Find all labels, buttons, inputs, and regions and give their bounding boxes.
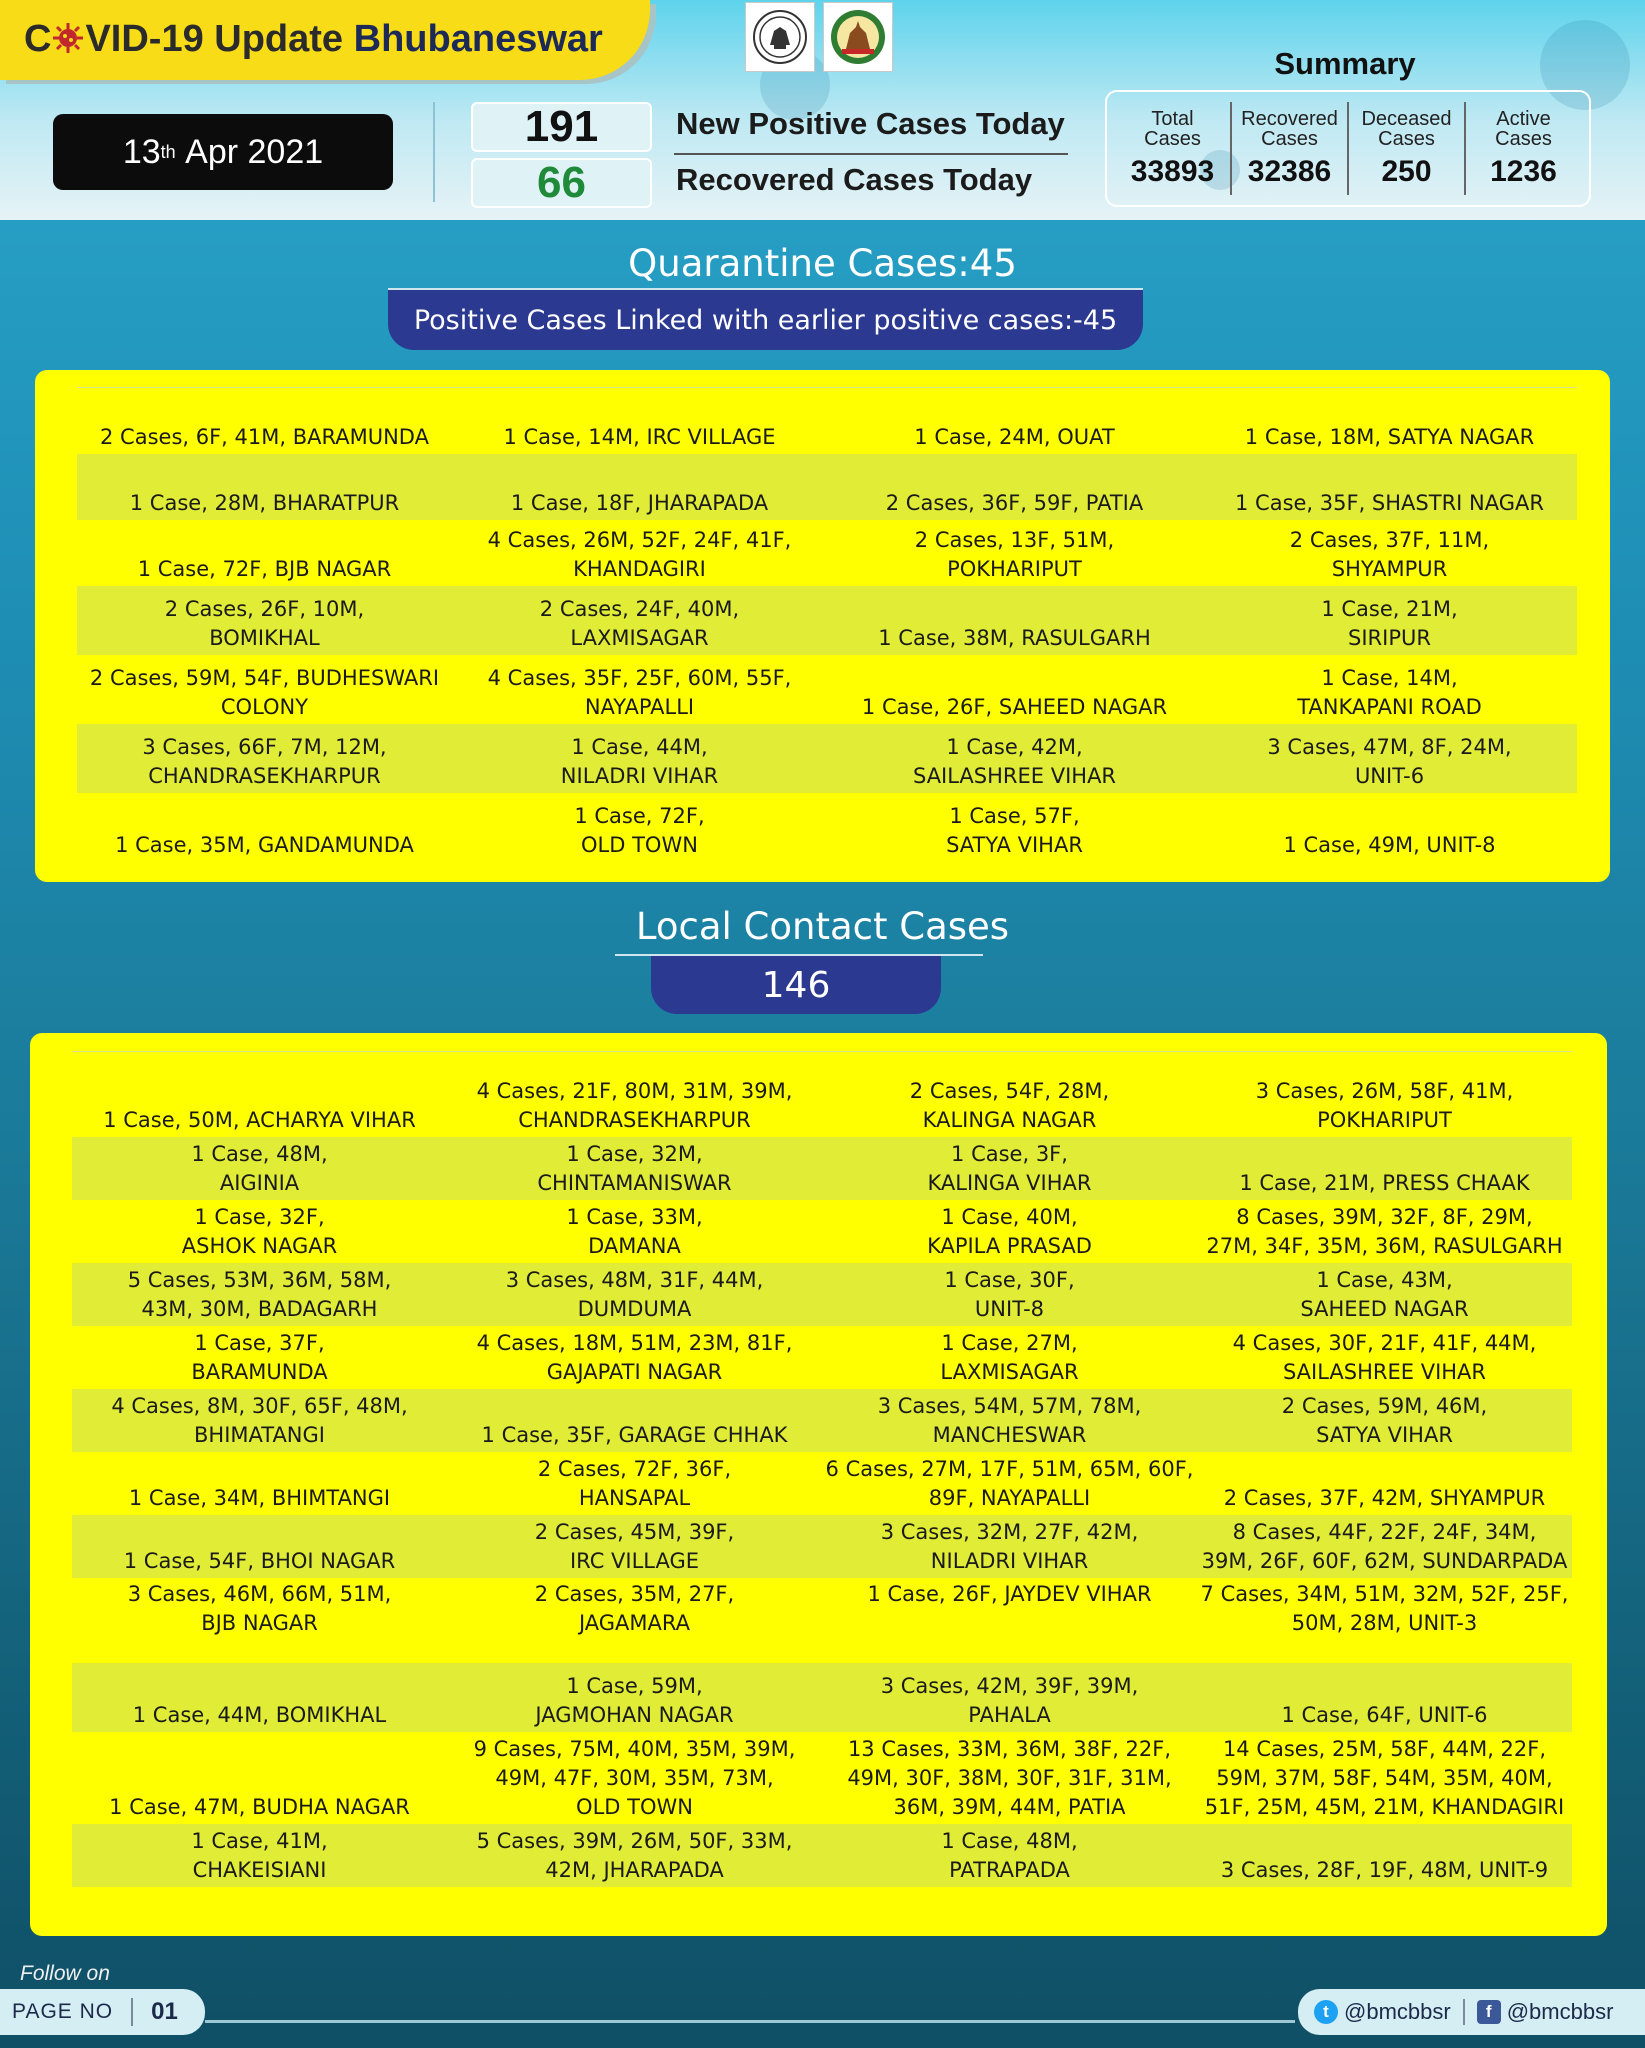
table-cell: 3 Cases, 47M, 8F, 24M, UNIT-6 [1267, 735, 1512, 788]
table-row [77, 655, 1577, 724]
table-cell: 2 Cases, 54F, 28M, KALINGA NAGAR [909, 1079, 1110, 1132]
facebook-handle[interactable]: @bmcbbsr [1506, 1999, 1614, 2024]
covid-virus-icon [51, 21, 85, 55]
quarantine-title: Quarantine Cases:45 [628, 242, 1017, 285]
summary-deceased [1349, 102, 1466, 195]
summary-label: Total [1151, 107, 1194, 130]
table-cell: 1 Case, 38M, RASULGARH [878, 626, 1151, 650]
table-cell: 1 Case, 43M, SAHEED NAGAR [1300, 1268, 1469, 1321]
table-cell: 2 Cases, 37F, 42M, SHYAMPUR [1223, 1486, 1546, 1510]
summary-total [1115, 102, 1232, 195]
table-cell: 1 Case, 26F, SAHEED NAGAR [861, 695, 1168, 719]
table-cell: 2 Cases, 59M, 46M, SATYA VIHAR [1281, 1394, 1488, 1447]
local-contact-title: Local Contact Cases [635, 905, 1010, 948]
page-indicator [0, 1989, 205, 2035]
table-cell: 1 Case, 42M, SAILASHREE VIHAR [912, 735, 1117, 788]
table-cell: 2 Cases, 36F, 59F, PATIA [885, 491, 1144, 515]
table-row [72, 1663, 1572, 1732]
table-cell: 2 Cases, 13F, 51M, POKHARIPUT [914, 528, 1115, 581]
table-cell: 9 Cases, 75M, 40M, 35M, 39M, 49M, 47F, 30M, 35M, 73M, OLD TOWN [473, 1737, 796, 1819]
table-cell: 1 Case, 35M, GANDAMUNDA [115, 833, 414, 857]
table-cell: 1 Case, 59M, JAGMOHAN NAGAR [535, 1674, 734, 1727]
bmc-logo [823, 2, 893, 72]
table-cell: 1 Case, 57F, SATYA VIHAR [946, 804, 1083, 857]
table-row [72, 1137, 1572, 1200]
caption-divider [674, 153, 1068, 155]
header-divider [433, 102, 435, 202]
table-cell: 3 Cases, 28F, 19F, 48M, UNIT-9 [1220, 1858, 1549, 1882]
table-cell: 8 Cases, 44F, 22F, 24F, 34M, 39M, 26F, 60F, 62M, SUNDARPADA [1201, 1520, 1568, 1573]
quarantine-subtitle: Positive Cases Linked with earlier positive cases:-45 [388, 290, 1143, 350]
table-row [77, 586, 1577, 655]
summary-title: Summary [1274, 46, 1416, 81]
quarantine-table-panel [35, 370, 1610, 882]
table-cell: 1 Case, 27M, LAXMISAGAR [940, 1331, 1079, 1384]
local-contact-count: 146 [651, 956, 941, 1014]
header [0, 0, 1645, 220]
table-cell: 14 Cases, 25M, 58F, 44M, 22F, 59M, 37M, 58F, 54M, 35M, 40M, 51F, 25M, 45M, 21M, KHANDAGIRI [1204, 1737, 1565, 1819]
table-cell: 1 Case, 18M, SATYA NAGAR [1244, 425, 1535, 449]
new-positive-label: New Positive Cases Today [676, 106, 1065, 141]
page-separator [131, 1998, 133, 2026]
table-row [72, 1824, 1572, 1887]
page-label: PAGE NO [12, 2000, 114, 2023]
summary-value: 33893 [1130, 154, 1215, 188]
table-cell: 4 Cases, 30F, 21F, 41F, 44M, SAILASHREE VIHAR [1232, 1331, 1537, 1384]
table-row [77, 454, 1577, 520]
table-cell: 1 Case, 34M, BHIMTANGI [128, 1486, 391, 1510]
table-cell: 6 Cases, 27M, 17F, 51M, 65M, 60F, 89F, NAYAPALLI [825, 1457, 1194, 1510]
new-positive-count: 191 [471, 102, 652, 152]
table-row [77, 520, 1577, 586]
table-cell: 3 Cases, 54M, 57M, 78M, MANCHESWAR [877, 1394, 1142, 1447]
summary-recovered [1232, 102, 1349, 195]
table-row [72, 1732, 1572, 1824]
summary-panel [1105, 90, 1591, 207]
table-cell: 1 Case, 21M, PRESS CHAAK [1239, 1171, 1530, 1195]
summary-value: 1236 [1490, 154, 1557, 188]
table-cell: 3 Cases, 26M, 58F, 41M, POKHARIPUT [1255, 1079, 1514, 1132]
table-cell: 8 Cases, 39M, 32F, 8F, 29M, 27M, 34F, 35M, 36M, RASULGARH [1206, 1205, 1563, 1258]
summary-label: Recovered [1241, 107, 1338, 130]
table-cell: 7 Cases, 34M, 51M, 32M, 52F, 25F, 50M, 28M, UNIT-3 [1200, 1582, 1569, 1635]
table-cell: 4 Cases, 26M, 52F, 24F, 41F, KHANDAGIRI [487, 528, 792, 581]
date-month-year: Apr 2021 [185, 132, 324, 171]
table-cell: 2 Cases, 72F, 36F, HANSAPAL [537, 1457, 732, 1510]
summary-label: Cases [1495, 127, 1552, 150]
table-cell: 1 Case, 32M, CHINTAMANISWAR [537, 1142, 732, 1195]
table-cell: 2 Cases, 26F, 10M, BOMIKHAL [164, 597, 365, 650]
table-row [77, 388, 1577, 454]
table-cell: 1 Case, 48M, AIGINIA [191, 1142, 328, 1195]
recovered-today-count: 66 [471, 158, 652, 208]
table-cell: 1 Case, 37F, BARAMUNDA [191, 1331, 328, 1384]
summary-active [1466, 102, 1581, 195]
table-cell: 4 Cases, 21F, 80M, 31M, 39M, CHANDRASEKHARPUR [476, 1079, 793, 1132]
summary-label: Cases [1261, 127, 1318, 150]
date-display [53, 114, 393, 190]
table-cell: 1 Case, 72F, OLD TOWN [574, 804, 705, 857]
quarantine-table [77, 387, 1577, 862]
table-cell: 1 Case, 14M, IRC VILLAGE [503, 425, 776, 449]
odisha-emblem-logo [745, 2, 815, 72]
table-row [72, 1515, 1572, 1578]
table-cell: 1 Case, 28M, BHARATPUR [129, 491, 400, 515]
table-cell: 5 Cases, 39M, 26M, 50F, 33M, 42M, JHARAPADA [476, 1829, 793, 1882]
summary-label: Deceased [1361, 107, 1452, 130]
table-row [72, 1052, 1572, 1137]
table-cell: 1 Case, 35F, SHASTRI NAGAR [1235, 491, 1544, 515]
twitter-icon[interactable]: t [1314, 2000, 1338, 2024]
footer-rule [205, 2020, 1295, 2023]
summary-value: 32386 [1247, 154, 1332, 188]
title-prefix: C [24, 18, 52, 60]
table-cell: 1 Case, 35F, GARAGE CHHAK [481, 1423, 788, 1447]
summary-value: 250 [1381, 154, 1432, 188]
table-cell: 1 Case, 18F, JHARAPADA [510, 491, 769, 515]
table-row [72, 1389, 1572, 1452]
summary-label: Cases [1144, 127, 1201, 150]
table-cell: 1 Case, 44M, BOMIKHAL [132, 1703, 387, 1727]
table-cell: 5 Cases, 53M, 36M, 58M, 43M, 30M, BADAGARH [127, 1268, 392, 1321]
recovered-today-label: Recovered Cases Today [676, 162, 1033, 197]
social-links [1298, 1989, 1645, 2035]
local-contact-table-panel [30, 1033, 1607, 1936]
table-row [72, 1263, 1572, 1326]
table-cell: 2 Cases, 35M, 27F, JAGAMARA [534, 1582, 735, 1635]
table-cell: 2 Cases, 45M, 39F, IRC VILLAGE [534, 1520, 735, 1573]
table-cell: 1 Case, 40M, KAPILA PRASAD [927, 1205, 1092, 1258]
table-cell: 1 Case, 30F, UNIT-8 [944, 1268, 1075, 1321]
table-row [77, 724, 1577, 793]
social-separator [1463, 1999, 1465, 2025]
table-cell: 1 Case, 44M, NILADRI VIHAR [560, 735, 719, 788]
table-cell: 1 Case, 32F, ASHOK NAGAR [181, 1205, 338, 1258]
summary-label: Active [1496, 107, 1551, 130]
facebook-icon[interactable]: f [1477, 2000, 1501, 2024]
table-cell: 1 Case, 72F, BJB NAGAR [137, 557, 392, 581]
table-cell: 1 Case, 41M, CHAKEISIANI [191, 1829, 328, 1882]
table-cell: 1 Case, 47M, BUDHA NAGAR [109, 1795, 410, 1819]
table-cell: 1 Case, 48M, PATRAPADA [941, 1829, 1078, 1882]
table-cell: 4 Cases, 8M, 30F, 65F, 48M, BHIMATANGI [111, 1394, 408, 1447]
follow-label: Follow on [20, 1962, 110, 1985]
table-cell: 4 Cases, 35F, 25F, 60M, 55F, NAYAPALLI [487, 666, 792, 719]
table-cell: 1 Case, 3F, KALINGA VIHAR [927, 1142, 1092, 1195]
local-contact-table [72, 1051, 1572, 1887]
page-title [24, 18, 603, 61]
title-main: VID-19 Update [85, 18, 344, 60]
table-cell: 3 Cases, 46M, 66M, 51M, BJB NAGAR [127, 1582, 392, 1635]
table-cell: 1 Case, 14M, TANKAPANI ROAD [1297, 666, 1482, 719]
title-city: Bhubaneswar [353, 18, 603, 60]
table-cell: 1 Case, 24M, OUAT [914, 425, 1115, 449]
table-row [72, 1326, 1572, 1389]
table-cell: 3 Cases, 42M, 39F, 39M, PAHALA [880, 1674, 1139, 1727]
date-suffix: th [160, 141, 176, 162]
table-row [72, 1200, 1572, 1263]
table-cell: 4 Cases, 18M, 51M, 23M, 81F, GAJAPATI NAGAR [476, 1331, 793, 1384]
title-banner [0, 0, 650, 80]
summary-label: Cases [1378, 127, 1435, 150]
table-cell: 2 Cases, 6F, 41M, BARAMUNDA [100, 425, 429, 449]
table-cell: 1 Case, 54F, BHOI NAGAR [123, 1549, 396, 1573]
table-cell: 1 Case, 26F, JAYDEV VIHAR [867, 1582, 1152, 1606]
table-cell: 3 Cases, 48M, 31F, 44M, DUMDUMA [505, 1268, 764, 1321]
twitter-handle[interactable]: @bmcbbsr [1344, 1999, 1451, 2024]
table-cell: 1 Case, 49M, UNIT-8 [1283, 833, 1496, 857]
page-number: 01 [151, 1998, 178, 2025]
table-cell: 1 Case, 64F, UNIT-6 [1281, 1703, 1488, 1727]
table-cell: 2 Cases, 37F, 11M, SHYAMPUR [1289, 528, 1490, 581]
table-row [72, 1578, 1572, 1663]
table-cell: 1 Case, 50M, ACHARYA VIHAR [103, 1108, 416, 1132]
table-cell: 1 Case, 21M, SIRIPUR [1321, 597, 1458, 650]
date-day: 13 [122, 132, 161, 171]
table-row [77, 793, 1577, 862]
table-cell: 3 Cases, 32M, 27F, 42M, NILADRI VIHAR [880, 1520, 1139, 1573]
table-cell: 3 Cases, 66F, 7M, 12M, CHANDRASEKHARPUR [142, 735, 387, 788]
table-cell: 1 Case, 33M, DAMANA [566, 1205, 703, 1258]
table-row [72, 1452, 1572, 1515]
table-cell: 13 Cases, 33M, 36M, 38F, 22F, 49M, 30F, 38M, 30F, 31F, 31M, 36M, 39M, 44M, PATIA [847, 1737, 1172, 1819]
table-cell: 2 Cases, 24F, 40M, LAXMISAGAR [539, 597, 740, 650]
table-cell: 2 Cases, 59M, 54F, BUDHESWARI COLONY [89, 666, 440, 719]
